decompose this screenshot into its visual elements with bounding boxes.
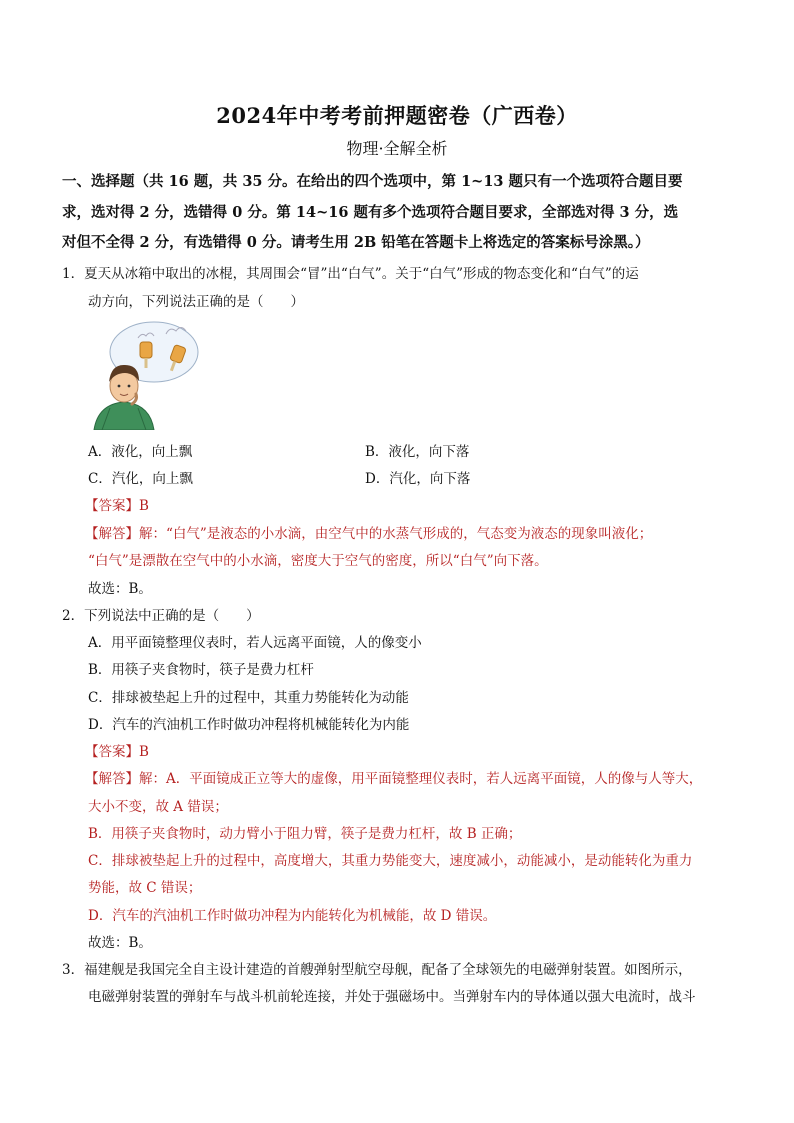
q2-analysis-line-1 xyxy=(85,769,702,789)
q3-stem-line-2: 电磁弹射装置的弹射车与战斗机前轮连接，并处于强磁场中。当弹射车内的导体通以强大电流时，战斗 xyxy=(88,989,696,1005)
q1-answer-tag: 【答案】 xyxy=(85,498,139,514)
q2-conclusion: 故选：B。 xyxy=(88,935,152,951)
q2-analysis-line-5: 势能，故 C 错误； xyxy=(88,880,202,896)
q1-option-a: A．液化，向上飘 xyxy=(88,444,193,460)
q1-illustration-boy-thinking xyxy=(88,318,208,430)
q1-stem-line-2: 动方向，下列说法正确的是（ ） xyxy=(88,294,304,310)
q2-answer xyxy=(85,742,149,762)
section-intro-line-1: 一、选择题（共 16 题，共 35 分。在给出的四个选项中，第 1~13 题只有一个选项符合题目要 xyxy=(62,173,683,190)
q2-analysis-line-4: C．排球被垫起上升的过程中，高度增大，其重力势能变大，速度减小，动能减小，是动能转化为重力 xyxy=(88,853,693,869)
q1-option-d: D．汽化，向下落 xyxy=(365,471,471,487)
q1-conclusion: 故选：B。 xyxy=(88,581,152,597)
q1-stem-line-1: 1．夏天从冰箱中取出的冰棍，其周围会“冒”出“白气”。关于“白气”形成的物态变化和“白气”的运 xyxy=(62,266,639,282)
q2-answer-value: B xyxy=(139,744,149,760)
q2-analysis-tag: 【解答】 xyxy=(85,771,139,787)
section-intro-line-2: 求，选对得 2 分，选错得 0 分。第 14~16 题有多个选项符合题目要求，全部选对得 3 分，选 xyxy=(62,204,679,221)
q1-analysis-line-1 xyxy=(85,524,652,544)
q1-analysis-line-2: “白气”是漂散在空气中的小水滴，密度大于空气的密度，所以“白气”向下落。 xyxy=(88,553,548,569)
q2-option-d: D．汽车的汽油机工作时做功冲程将机械能转化为内能 xyxy=(88,717,410,733)
q2-option-b: B．用筷子夹食物时，筷子是费力杠杆 xyxy=(88,662,314,678)
q1-option-c: C．汽化，向上飘 xyxy=(88,471,193,487)
page-title: 2024年中考考前押题密卷（广西卷） xyxy=(216,103,578,128)
q2-analysis-line-3: B．用筷子夹食物时，动力臂小于阻力臂，筷子是费力杠杆，故 B 正确； xyxy=(88,826,522,842)
page-subtitle: 物理·全解全析 xyxy=(346,139,448,158)
q1-analysis-text-1: 解：“白气”是液态的小水滴，由空气中的水蒸气形成的，气态变为液态的现象叫液化； xyxy=(139,526,653,542)
q1-answer-value: B xyxy=(139,498,149,514)
q2-analysis-text-1: 解：A．平面镜成正立等大的虚像，用平面镜整理仪表时，若人远离平面镜，人的像与人等大， xyxy=(139,771,703,787)
q2-answer-tag: 【答案】 xyxy=(85,744,139,760)
q2-option-c: C．排球被垫起上升的过程中，其重力势能转化为动能 xyxy=(88,690,409,706)
q1-analysis-tag: 【解答】 xyxy=(85,526,139,542)
q2-analysis-line-6: D．汽车的汽油机工作时做功冲程为内能转化为机械能，故 D 错误。 xyxy=(88,908,497,924)
q1-option-b: B．液化，向下落 xyxy=(365,444,470,460)
q3-stem-line-1: 3．福建舰是我国完全自主设计建造的首艘弹射型航空母舰，配备了全球领先的电磁弹射装置。如图所示， xyxy=(62,962,692,978)
section-intro-line-3: 对但不全得 2 分，有选错得 0 分。请考生用 2B 铅笔在答题卡上将选定的答案标号涂黑。） xyxy=(62,234,650,251)
q2-option-a: A．用平面镜整理仪表时，若人远离平面镜，人的像变小 xyxy=(88,635,422,651)
q2-stem: 2．下列说法中正确的是（ ） xyxy=(62,608,260,624)
q2-analysis-line-2: 大小不变，故 A 错误； xyxy=(88,799,228,815)
q1-answer xyxy=(85,496,149,516)
